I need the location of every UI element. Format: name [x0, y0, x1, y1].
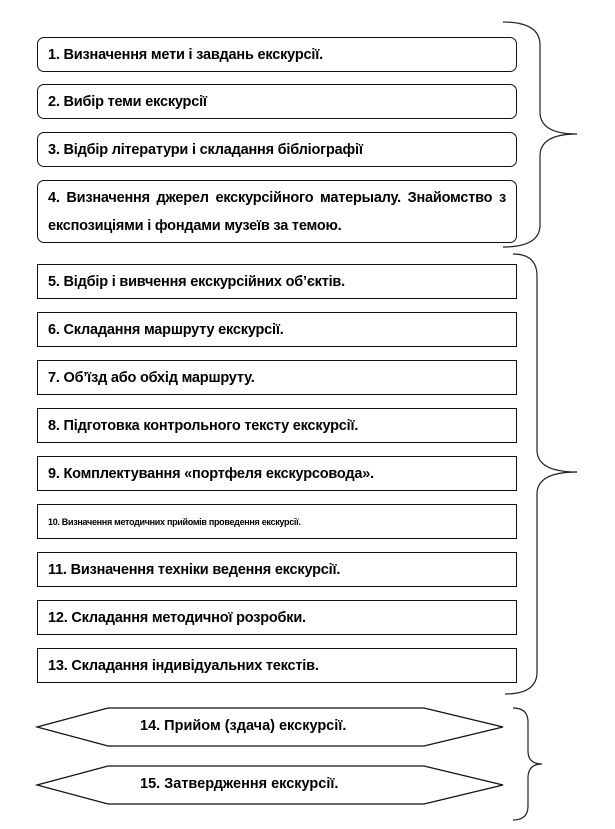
step-12: 12. Складання методичної розробки. — [37, 600, 517, 635]
step-11: 11. Визначення техніки ведення екскурсії. — [37, 552, 517, 587]
step-8: 8. Підготовка контрольного тексту екскурсії. — [37, 408, 517, 443]
step-15-label: 15. Затвердження екскурсії. — [140, 776, 339, 792]
step-2: 2. Вибір теми екскурсії — [37, 84, 517, 119]
step-13: 13. Складання індивідуальних текстів. — [37, 648, 517, 683]
step-7: 7. Об’їзд або обхід маршруту. — [37, 360, 517, 395]
step-10: 10. Визначення методичних прийомів проведення екскурсії. — [37, 504, 517, 539]
brace-stage-4 — [513, 708, 542, 820]
step-1: 1. Визначення мети і завдань екскурсії. — [37, 37, 517, 72]
step-3: 3. Відбір літератури і складання бібліографії — [37, 132, 517, 167]
step-4: 4. Визначення джерел екскурсійного матерыалу. Знайомство з експозиціями і фондами музеїв за темою. — [37, 180, 517, 243]
step-14-label: 14. Прийом (здача) екскурсії. — [140, 718, 347, 734]
step-9: 9. Комплектування «портфеля екскурсовода». — [37, 456, 517, 491]
brace-stage-2 — [513, 254, 577, 472]
step-5: 5. Відбір і вивчення екскурсійних об’єктів. — [37, 264, 517, 299]
step-6: 6. Складання маршруту екскурсії. — [37, 312, 517, 347]
